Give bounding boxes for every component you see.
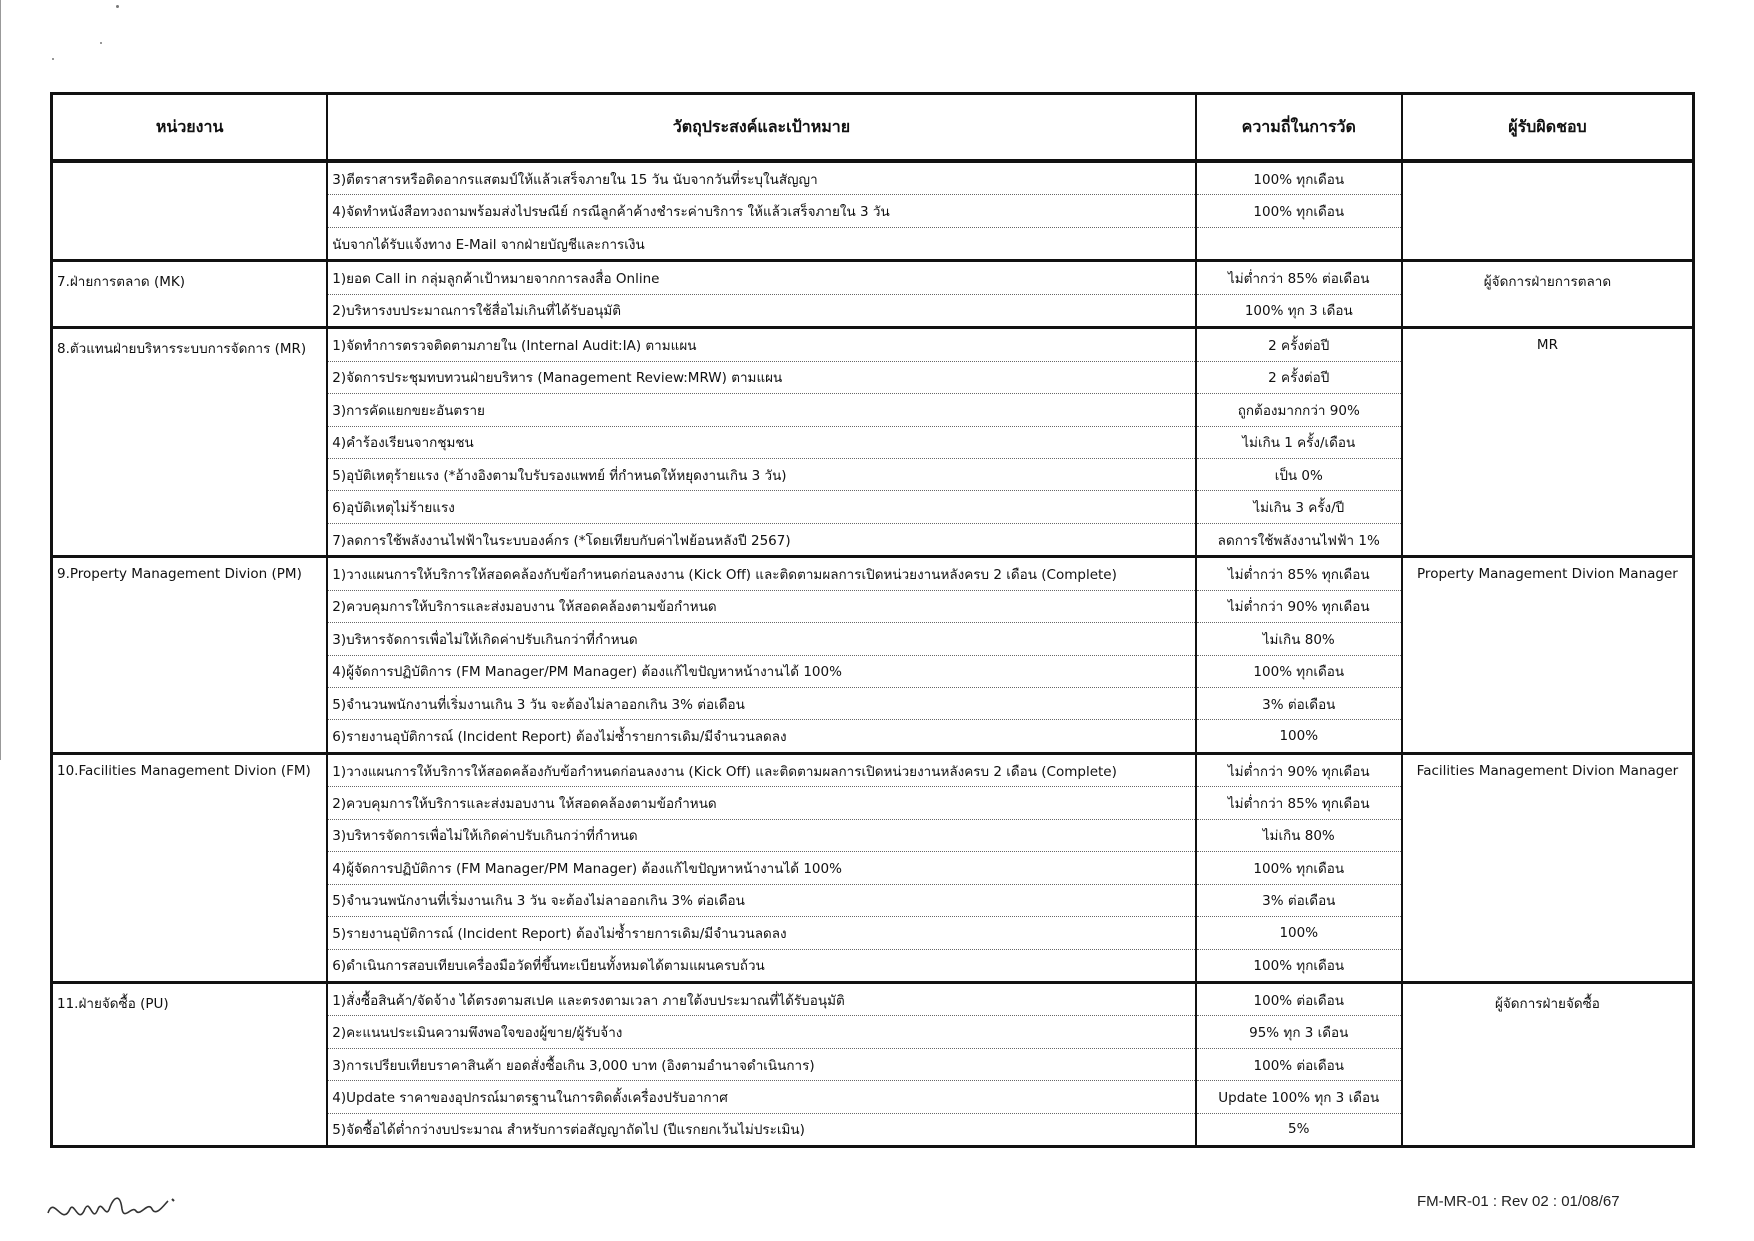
- scan-speck: [116, 5, 119, 8]
- frequency-cell: 100% ทุก 3 เดือน: [1196, 294, 1402, 327]
- objective-cell: 6)รายงานอุบัติการณ์ (Incident Report) ต้องไม่ซ้ำรายการเดิม/มีจำนวนลดลง: [327, 720, 1195, 753]
- unit-cell: 10.Facilities Management Divion (FM): [52, 753, 328, 982]
- scan-speck: [52, 58, 54, 60]
- unit-cell: 9.Property Management Divion (PM): [52, 557, 328, 754]
- frequency-cell: ไม่ต่ำกว่า 85% ทุกเดือน: [1196, 557, 1402, 590]
- frequency-cell: ไม่ต่ำกว่า 85% ทุกเดือน: [1196, 787, 1402, 819]
- owner-cell: MR: [1402, 328, 1694, 557]
- header-frequency: ความถี่ในการวัด: [1196, 94, 1402, 162]
- objective-cell: 2)บริหารงบประมาณการใช้สื่อไม่เกินที่ได้รับอนุมัติ: [327, 294, 1195, 327]
- owner-cell: [1402, 161, 1694, 261]
- objective-cell: 5)จัดซื้อได้ต่ำกว่างบประมาณ สำหรับการต่อสัญญาถัดไป (ปีแรกยกเว้นไม่ประเมิน): [327, 1113, 1195, 1146]
- frequency-cell: 100% ทุกเดือน: [1196, 195, 1402, 227]
- objectives-table: [50, 92, 1695, 1148]
- table-body: [52, 161, 1694, 1147]
- objective-cell: 6)อุบัติเหตุไม่ร้ายแรง: [327, 491, 1195, 523]
- header-unit: หน่วยงาน: [52, 94, 328, 162]
- document-reference: FM-MR-01 : Rev 02 : 01/08/67: [1417, 1193, 1620, 1210]
- objective-cell: 2)ควบคุมการให้บริการและส่งมอบงาน ให้สอดคล้องตามข้อกำหนด: [327, 787, 1195, 819]
- frequency-cell: [1196, 227, 1402, 260]
- objective-cell: 4)คำร้องเรียนจากชุมชน: [327, 426, 1195, 458]
- objective-cell: 4)ผู้จัดการปฏิบัติการ (FM Manager/PM Manager) ต้องแก้ไขปัญหาหน้างานได้ 100%: [327, 852, 1195, 884]
- objective-cell: 6)ดำเนินการสอบเทียบเครื่องมือวัดที่ขึ้นทะเบียนทั้งหมดได้ตามแผนครบถ้วน: [327, 949, 1195, 982]
- table-header-row: [52, 94, 1694, 162]
- frequency-cell: 2 ครั้งต่อปี: [1196, 328, 1402, 361]
- frequency-cell: 100% ทุกเดือน: [1196, 161, 1402, 195]
- table-row: [52, 161, 1694, 195]
- objective-cell: นับจากได้รับแจ้งทาง E-Mail จากฝ่ายบัญชีและการเงิน: [327, 227, 1195, 260]
- frequency-cell: ไม่ต่ำกว่า 85% ต่อเดือน: [1196, 261, 1402, 294]
- frequency-cell: 100%: [1196, 720, 1402, 753]
- frequency-cell: ถูกต้องมากกว่า 90%: [1196, 394, 1402, 426]
- scan-edge-line: [0, 0, 1, 760]
- frequency-cell: ไม่ต่ำกว่า 90% ทุกเดือน: [1196, 590, 1402, 622]
- objective-cell: 5)จำนวนพนักงานที่เริ่มงานเกิน 3 วัน จะต้องไม่ลาออกเกิน 3% ต่อเดือน: [327, 688, 1195, 720]
- unit-cell: 8.ตัวแทนฝ่ายบริหารระบบการจัดการ (MR): [52, 328, 328, 557]
- objective-cell: 7)ลดการใช้พลังงานไฟฟ้าในระบบองค์กร (*โดยเทียบกับค่าไฟย้อนหลังปี 2567): [327, 523, 1195, 556]
- handwritten-signature: [40, 1165, 200, 1235]
- scan-speck: [100, 42, 102, 44]
- frequency-cell: 5%: [1196, 1113, 1402, 1146]
- objective-cell: 3)บริหารจัดการเพื่อไม่ให้เกิดค่าปรับเกินกว่าที่กำหนด: [327, 623, 1195, 655]
- table-row: [52, 261, 1694, 294]
- objective-cell: 1)จัดทำการตรวจติดตามภายใน (Internal Audit:IA) ตามแผน: [327, 328, 1195, 361]
- owner-cell: ผู้จัดการฝ่ายจัดซื้อ: [1402, 982, 1694, 1146]
- objective-cell: 1)วางแผนการให้บริการให้สอดคล้องกับข้อกำหนดก่อนลงงาน (Kick Off) และติดตามผลการเปิดหน่วยงานหลังครบ 2 เดือน (Complete): [327, 557, 1195, 590]
- header-objective: วัตถุประสงค์และเป้าหมาย: [327, 94, 1195, 162]
- objective-cell: 2)คะแนนประเมินความพึงพอใจของผู้ขาย/ผู้รับจ้าง: [327, 1016, 1195, 1048]
- frequency-cell: ไม่เกิน 80%: [1196, 623, 1402, 655]
- unit-cell: 11.ฝ่ายจัดซื้อ (PU): [52, 982, 328, 1146]
- frequency-cell: 100% ต่อเดือน: [1196, 1048, 1402, 1080]
- objective-cell: 5)รายงานอุบัติการณ์ (Incident Report) ต้องไม่ซ้ำรายการเดิม/มีจำนวนลดลง: [327, 917, 1195, 949]
- frequency-cell: 3% ต่อเดือน: [1196, 884, 1402, 916]
- frequency-cell: Update 100% ทุก 3 เดือน: [1196, 1081, 1402, 1113]
- objective-cell: 2)ควบคุมการให้บริการและส่งมอบงาน ให้สอดคล้องตามข้อกำหนด: [327, 590, 1195, 622]
- frequency-cell: ไม่เกิน 3 ครั้ง/ปี: [1196, 491, 1402, 523]
- table-row: [52, 557, 1694, 590]
- frequency-cell: 100%: [1196, 917, 1402, 949]
- objective-cell: 1)สั่งซื้อสินค้า/จัดจ้าง ได้ตรงตามสเปค และตรงตามเวลา ภายใต้งบประมาณที่ได้รับอนุมัติ: [327, 982, 1195, 1015]
- objective-cell: 3)การคัดแยกขยะอันตราย: [327, 394, 1195, 426]
- header-owner: ผู้รับผิดชอบ: [1402, 94, 1694, 162]
- frequency-cell: 95% ทุก 3 เดือน: [1196, 1016, 1402, 1048]
- table-row: [52, 753, 1694, 786]
- objective-cell: 5)อุบัติเหตุร้ายแรง (*อ้างอิงตามใบรับรองแพทย์ ที่กำหนดให้หยุดงานเกิน 3 วัน): [327, 458, 1195, 490]
- frequency-cell: ลดการใช้พลังงานไฟฟ้า 1%: [1196, 523, 1402, 556]
- table-row: [52, 328, 1694, 361]
- objective-cell: 1)วางแผนการให้บริการให้สอดคล้องกับข้อกำหนดก่อนลงงาน (Kick Off) และติดตามผลการเปิดหน่วยงานหลังครบ 2 เดือน (Complete): [327, 753, 1195, 786]
- objective-cell: 1)ยอด Call in กลุ่มลูกค้าเป้าหมายจากการลงสื่อ Online: [327, 261, 1195, 294]
- frequency-cell: 2 ครั้งต่อปี: [1196, 361, 1402, 393]
- frequency-cell: ไม่ต่ำกว่า 90% ทุกเดือน: [1196, 753, 1402, 786]
- frequency-cell: ไม่เกิน 1 ครั้ง/เดือน: [1196, 426, 1402, 458]
- owner-cell: ผู้จัดการฝ่ายการตลาด: [1402, 261, 1694, 328]
- objective-cell: 3)ตีตราสารหรือติดอากรแสตมป์ให้แล้วเสร็จภายใน 15 วัน นับจากวันที่ระบุในสัญญา: [327, 161, 1195, 195]
- owner-cell: Property Management Divion Manager: [1402, 557, 1694, 754]
- objective-cell: 2)จัดการประชุมทบทวนฝ่ายบริหาร (Management Review:MRW) ตามแผน: [327, 361, 1195, 393]
- frequency-cell: ไม่เกิน 80%: [1196, 819, 1402, 851]
- owner-cell: Facilities Management Divion Manager: [1402, 753, 1694, 982]
- objective-cell: 4)จัดทำหนังสือทวงถามพร้อมส่งไปรษณีย์ กรณีลูกค้าค้างชำระค่าบริการ ให้แล้วเสร็จภายใน 3 วัน: [327, 195, 1195, 227]
- frequency-cell: 100% ต่อเดือน: [1196, 982, 1402, 1015]
- unit-cell: [52, 161, 328, 261]
- unit-cell: 7.ฝ่ายการตลาด (MK): [52, 261, 328, 328]
- objective-cell: 5)จำนวนพนักงานที่เริ่มงานเกิน 3 วัน จะต้องไม่ลาออกเกิน 3% ต่อเดือน: [327, 884, 1195, 916]
- objective-cell: 3)บริหารจัดการเพื่อไม่ให้เกิดค่าปรับเกินกว่าที่กำหนด: [327, 819, 1195, 851]
- frequency-cell: 100% ทุกเดือน: [1196, 852, 1402, 884]
- objective-cell: 3)การเปรียบเทียบราคาสินค้า ยอดสั่งซื้อเกิน 3,000 บาท (อิงตามอำนาจดำเนินการ): [327, 1048, 1195, 1080]
- frequency-cell: 100% ทุกเดือน: [1196, 655, 1402, 687]
- objective-cell: 4)ผู้จัดการปฏิบัติการ (FM Manager/PM Manager) ต้องแก้ไขปัญหาหน้างานได้ 100%: [327, 655, 1195, 687]
- frequency-cell: เป็น 0%: [1196, 458, 1402, 490]
- objective-cell: 4)Update ราคาของอุปกรณ์มาตรฐานในการติดตั้งเครื่องปรับอากาศ: [327, 1081, 1195, 1113]
- table-row: [52, 982, 1694, 1015]
- frequency-cell: 3% ต่อเดือน: [1196, 688, 1402, 720]
- frequency-cell: 100% ทุกเดือน: [1196, 949, 1402, 982]
